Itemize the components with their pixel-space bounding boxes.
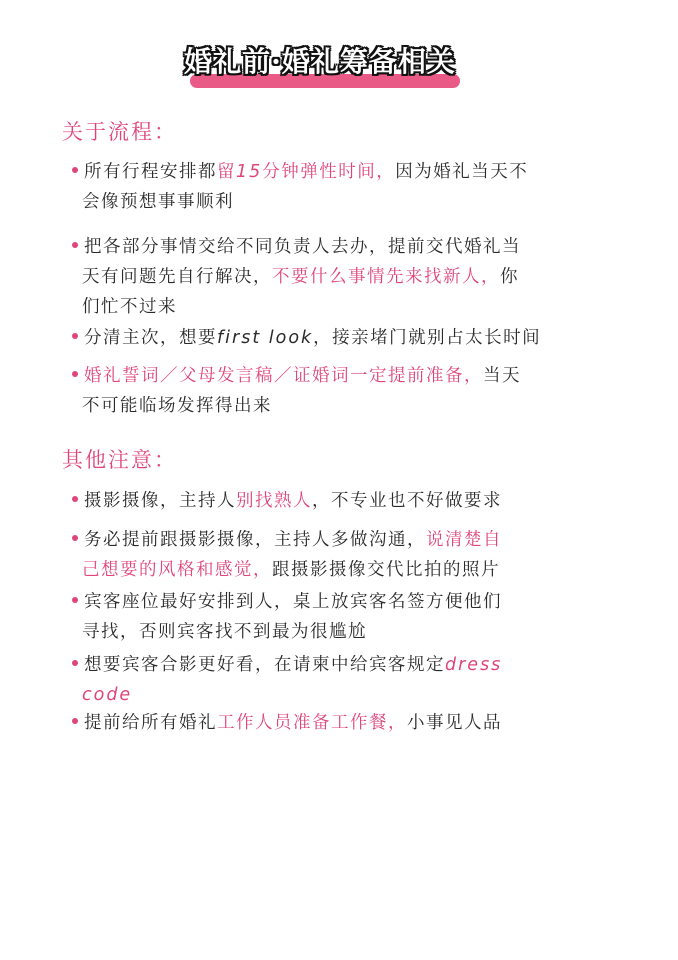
highlight-text: 婚礼誓词／父母发言稿／证婚词一定提前准备， (84, 366, 483, 386)
body-text: 摄影摄像，主持人 (84, 491, 236, 511)
body-text: first look (217, 328, 314, 348)
list-item (72, 525, 662, 585)
list-item-line (72, 525, 662, 555)
list-item-line (72, 361, 662, 391)
list-item (72, 361, 662, 421)
list-item (72, 708, 662, 738)
highlight-text: 不要什么事情先来找新人， (272, 267, 500, 287)
highlight-text: 己想要的风格和感觉， (82, 560, 272, 580)
bullet-dot-icon (72, 496, 78, 502)
highlight-text: 别找熟人 (236, 491, 312, 511)
body-text: 宾客座位最好安排到人，桌上放宾客名签方便他们 (84, 592, 502, 612)
highlight-text: 分钟弹性时间， (262, 162, 396, 182)
list-item-line (72, 292, 662, 322)
list-item-line (72, 617, 662, 647)
bullet-dot-icon (72, 333, 78, 339)
highlight-text: 说清楚自 (426, 530, 502, 550)
bullet-dot-icon (72, 167, 78, 173)
highlight-text: code (82, 685, 133, 705)
body-text: 当天 (483, 366, 521, 386)
list-item-line (72, 587, 662, 617)
body-text: 小事见人品 (407, 713, 502, 733)
list-item-line (72, 187, 662, 217)
body-text: 不可能临场发挥得出来 (82, 396, 272, 416)
body-text: 想要宾客合影更好看，在请柬中给宾客规定 (84, 655, 445, 675)
body-text: 所有行程安排都 (84, 162, 217, 182)
body-text: 们忙不过来 (82, 297, 177, 317)
section-heading-other-notes: 其他注意： (62, 448, 177, 472)
body-text: 分清主次，想要 (84, 328, 217, 348)
bullet-dot-icon (72, 660, 78, 666)
body-text: ，接亲堵门就别占太长时间 (313, 328, 542, 348)
list-item (72, 587, 662, 647)
list-item (72, 323, 662, 353)
body-text: 你 (500, 267, 519, 287)
body-text: ，不专业也不好做要求 (312, 491, 502, 511)
body-text: 会像预想事事顺利 (82, 192, 234, 212)
page-title: 婚礼前·婚礼筹备相关 (184, 45, 456, 78)
list-item (72, 157, 662, 217)
bullet-dot-icon (72, 535, 78, 541)
list-item (72, 650, 662, 710)
list-item-line (72, 391, 662, 421)
body-text: 务必提前跟摄影摄像，主持人多做沟通， (84, 530, 426, 550)
highlight-text: dress (445, 655, 503, 675)
highlight-text: 留 (217, 162, 236, 182)
list-item-line (72, 486, 662, 516)
list-item-line (72, 262, 662, 292)
body-text: 把各部分事情交给不同负责人去办，提前交代婚礼当 (84, 237, 521, 257)
list-item-line (72, 555, 662, 585)
body-text: 因为婚礼当天不 (395, 162, 529, 182)
section-heading-process: 关于流程： (62, 120, 177, 144)
bullet-dot-icon (72, 597, 78, 603)
list-item-line (72, 650, 662, 680)
body-text: 跟摄影摄像交代比拍的照片 (272, 560, 500, 580)
list-item-line (72, 680, 662, 710)
list-item-line (72, 708, 662, 738)
bullet-dot-icon (72, 718, 78, 724)
bullet-dot-icon (72, 242, 78, 248)
bullet-dot-icon (72, 371, 78, 377)
list-item (72, 486, 662, 516)
list-item-line (72, 323, 662, 353)
highlight-text: 工作人员准备工作餐， (217, 713, 407, 733)
highlight-text: 15 (236, 162, 263, 182)
body-text: 天有问题先自行解决， (82, 267, 272, 287)
title-wrap (0, 44, 640, 80)
body-text: 寻找，否则宾客找不到最为很尴尬 (82, 622, 367, 642)
list-item-line (72, 157, 662, 187)
body-text: 提前给所有婚礼 (84, 713, 217, 733)
list-item (72, 232, 662, 322)
list-item-line (72, 232, 662, 262)
